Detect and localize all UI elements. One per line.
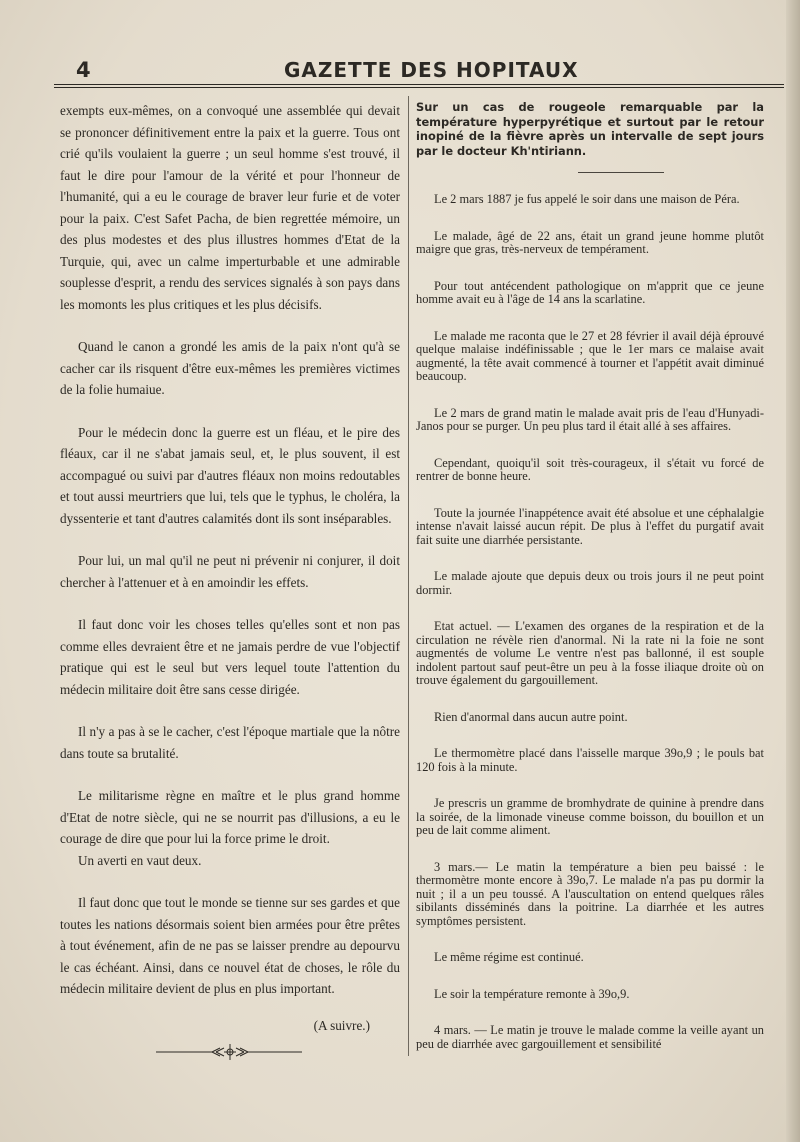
paragraph: Le thermomètre placé dans l'aisselle marque 39o,9 ; le pouls bat 120 fois à la minute. <box>416 746 764 774</box>
article-title: Sur un cas de rougeole remarquable par la température hyperpyrétique et surtout par le retour inopiné de la fièvre après un intervalle de sept jours par le docteur Kh'ntiriann. <box>416 100 764 158</box>
paragraph: Le militarisme règne en maître et le plus grand homme d'Etat de notre siècle, qui ne se nourrit pas d'illusions, a eu le courage de dire que pour lui la force prime le droit. <box>60 788 400 846</box>
left-column <box>60 100 400 1062</box>
paragraph: Etat actuel. — L'examen des organes de la respiration et de la circulation ne révèle rien d'anormal. Ni la rate ni la foie ne sont augmentés de volume Le ventre n'est pas ballonné, il est souple indolent partout sauf peut-être un peu à la fosse iliaque droite où on trouve également du gargouillement. <box>416 619 764 687</box>
column-divider <box>408 96 409 1056</box>
paragraph: Quand le canon a grondé les amis de la paix n'ont qu'à se cacher car ils risquent d'être eux-mêmes les premières victimes de la folie humaiue. <box>60 339 400 397</box>
page-edge-shadow <box>786 0 800 1142</box>
paragraph: Il n'y a pas à se le cacher, c'est l'époque martiale que la nôtre dans toute sa brutalité. <box>60 724 400 761</box>
paragraph: Rien d'anormal dans aucun autre point. <box>434 709 628 724</box>
paragraph: 4 mars. — Le matin je trouve le malade comme la veille ayant un peu de diarrhée avec gargouillement et sensibilité <box>416 1023 764 1051</box>
paragraph: Un averti en vaut deux. <box>78 852 202 868</box>
paragraph: Le malade me raconta que le 27 et 28 février il avail déjà éprouvé quelque malaise indéfinissable ; que le 1er mars ce malaise avait augmenté, la tête avait commencé à tourner et l'appétit avait diminué beaucoup. <box>416 328 764 383</box>
paragraph: Toute la journée l'inappétence avait été absolue et une céphalalgie intense n'avait laissé aucun répit. De plus à l'effet du purgatif avait fait suite une diarrhée persistante. <box>416 505 764 547</box>
paragraph: Pour lui, un mal qu'il ne peut ni prévenir ni conjurer, il doit chercher à l'attenuer et à en amoindir les effets. <box>60 553 400 590</box>
page-number: 4 <box>76 58 91 82</box>
paragraph: Pour le médecin donc la guerre est un fléau, et le pire des fléaux, car il ne s'abat jamais seul, et, le plus souvent, il est accompagué ou suivi par d'autres fléaux non moins redoutables et tout aussi meurtriers que lui, tels que le typhus, le choléra, la dyssenterie et tant d'autres calamités dont ils sont inséparables. <box>60 424 400 526</box>
paragraph: Le 2 mars de grand matin le malade avait pris de l'eau d'Hunyadi-Janos pour se purger. Un peu plus tard il était allé à ses affaires. <box>416 405 764 433</box>
paragraph: exempts eux-mêmes, on a convoqué une assemblée qui devait se prononcer définitivement entre la paix et la guerre. Tous ont crié qu'ils voulaient la guerre ; un seul homme s'est trouvé, il faut le dire pour l'amour de la vérité et pour l'honneur de l'humanité, qui a eu le courage de braver leur furie et de voter pour la paix. C'est Safet Pacha, de bien regrettée mémoire, un des plus modestes et des plus illustres hommes d'Etat de la Turquie, qui, avec un calme imperturbable et une admirable souplesse d'esprit, a rendu des services signalés à son pays dans les momonts les plus critiques et les plus décisifs. <box>60 103 400 312</box>
paragraph: Il faut donc voir les choses telles qu'elles sont et non pas comme elles devraient être et ne jamais perdre de vue l'objectif pratique qui est le seul but vers lequel toute l'attention du médecin militaire doit être sans cesse dirigée. <box>60 617 400 697</box>
paragraph: Je prescris un gramme de bromhydrate de quinine à prendre dans la soirée, de la limonade vineuse comme boisson, du bouillon et un peu de lait comme aliment. <box>416 796 764 837</box>
paragraph: Le soir la température remonte à 39o,9. <box>434 986 630 1001</box>
paragraph: Le 2 mars 1887 je fus appelé le soir dans une maison de Péra. <box>434 192 740 206</box>
paragraph: Le même régime est continué. <box>434 950 584 964</box>
paragraph: Pour tout antécendent pathologique on m'apprit que ce jeune homme avait eu à l'âge de 14 ans la scarlatine. <box>416 278 764 306</box>
header-rule-secondary <box>54 87 784 88</box>
paragraph: 3 mars.— Le matin la température a bien peu baissé : le thermomètre monte encore à 39o,7. Le malade n'a pas pu dormir la nuit ; il a un peu toussé. A l'auscultation on entend quelques râles sibilants disséminés dans la poitrine. La diarrhée et les autres symptômes persistent. <box>416 859 764 928</box>
page-header <box>54 58 784 88</box>
to-be-continued: (A suivre.) <box>313 1017 370 1033</box>
journal-title: GAZETTE DES HOPITAUX <box>284 58 579 82</box>
paragraph: Il faut donc que tout le monde se tienne sur ses gardes et que toutes les nations désormais soient bien armées pour être prêtes à tout événement, afin de ne pas se laisser prendre au depourvu le cas échéant. Ainsi, dans ce nouvel état de choses, le rôle du médecin militaire devient de plus en plus important. <box>60 895 400 996</box>
paragraph: Cependant, quoiqu'il soit très-courageux, il s'était vu forcé de rentrer de bonne heure. <box>416 455 764 483</box>
paragraph: Le malade ajoute que depuis deux ou trois jours il ne peut point dormir. <box>416 569 764 597</box>
right-column <box>416 100 764 1051</box>
header-rule <box>54 84 784 85</box>
title-rule <box>578 172 664 173</box>
paragraph: Le malade, âgé de 22 ans, était un grand jeune homme plutôt maigre que gras, très-nerveux de tempérament. <box>416 228 764 256</box>
ornament-divider-icon <box>60 1042 400 1062</box>
